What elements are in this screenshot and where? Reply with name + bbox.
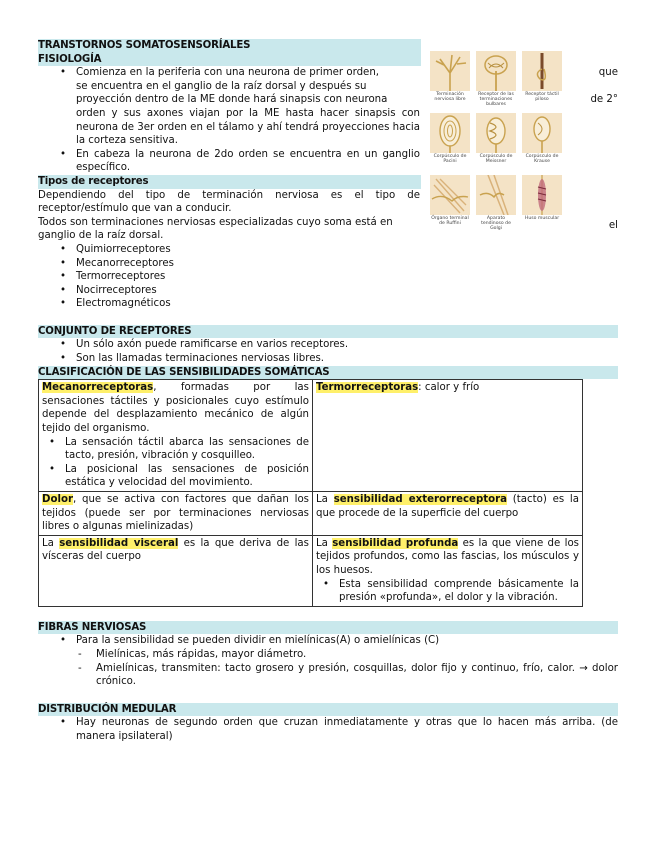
cell-termorreceptoras: Termorreceptoras: calor y frío: [313, 380, 583, 492]
fisiologia-line-2: se encuentra en el ganglio de la raíz dorsal y después su: [76, 80, 367, 92]
fisiologia-heading: FISIOLOGÍA: [38, 53, 421, 67]
tipos-item: • Quimiorreceptores: [38, 243, 618, 257]
tipos-item: • Termorreceptores: [38, 270, 618, 284]
document-page: [38, 39, 618, 744]
tipos-list: [38, 243, 618, 311]
receptor-image: Corpúsculo de Meissner: [476, 113, 516, 164]
tipos-paragraph-2-line-2: ganglio de la raíz dorsal.: [38, 230, 164, 242]
mecano-item: • La sensación táctil abarca las sensaciones de tacto, presión, vibración y cosquilleo.: [27, 436, 309, 463]
receptor-image: Corpúsculo de Krause: [522, 113, 562, 164]
distribucion-heading: DISTRIBUCIÓN MEDULAR: [38, 703, 618, 717]
receptor-illustrations: [430, 51, 562, 241]
fisiologia-line-rest: orden y sus axones viajan por la ME hasta hacer sinapsis con neurona de 3er orden en el tálamo y ahí tendrá proyecciones hacia la corteza sensitiva.: [76, 107, 420, 147]
receptor-image: Receptor táctil piloso: [522, 51, 562, 102]
tipos-item: • Mecanorreceptores: [38, 257, 618, 271]
fibras-item: • Para la sensibilidad se pueden dividir en mielínicas(A) o amielínicas (C): [38, 634, 618, 648]
fibras-list: [38, 634, 618, 648]
conjunto-heading: CONJUNTO DE RECEPTORES: [38, 325, 618, 339]
fibras-subitem: - Mielínicas, más rápidas, mayor diámetro.: [38, 648, 618, 662]
conjunto-item: • Son las llamadas terminaciones nerviosas libres.: [38, 352, 618, 366]
conjunto-item: • Un sólo axón puede ramificarse en varios receptores.: [38, 338, 618, 352]
cell-dolor: Dolor, que se activa con factores que dañan los tejidos (puede ser por terminaciones nerviosas libres o algunas mielinizadas): [39, 492, 313, 536]
receptor-image: Huso muscular: [522, 175, 562, 221]
tipos-heading: Tipos de receptores: [38, 175, 421, 189]
receptor-image: Receptor de las terminaciones bulbares: [476, 51, 516, 107]
cell-visceral: La sensibilidad visceral es la que deriva de las vísceras del cuerpo: [39, 535, 313, 606]
fibras-sublist: [38, 648, 618, 689]
distribucion-list: [38, 716, 618, 743]
distribucion-item: • Hay neuronas de segundo orden que cruzan inmediatamente y otras que lo hacen más arriba. (de manera ipsilateral): [38, 716, 618, 743]
tipos-paragraph-1: Dependiendo del tipo de terminación nerviosa es el tipo de receptor/estímulo que van a conducir.: [38, 189, 420, 215]
cell-mecanorreceptoras: Mecanorreceptoras, formadas por las sensaciones táctiles y posicionales cuyo estímulo depende del desplazamiento mecánico de algún tejido del organismo. • La sensación táctil abarca las sensaciones de tacto, presión, vibración y cosquilleo. • La posicional las sensaciones de posición estática y velocidad del movimiento.: [39, 380, 313, 492]
fisiologia-line-1-end: que: [598, 67, 618, 78]
receptor-image: Terminación nerviosa libre: [430, 51, 470, 102]
fibras-heading: FIBRAS NERVIOSAS: [38, 621, 618, 635]
cell-exterorreceptora: La sensibilidad exterorreceptora (tacto) es la que procede de la superficie del cuerpo: [313, 492, 583, 536]
receptor-image: Aparato tendinoso de Golgi: [476, 175, 516, 231]
title: TRANSTORNOS SOMATOSENSORÍALES: [38, 39, 421, 53]
cell-profunda: La sensibilidad profunda es la que viene de los tejidos profundos, como las fascias, los músculos y los huesos. • Esta sensibilidad comprende básicamente la presión «profunda», el dolor y la vibración.: [313, 535, 583, 606]
tipos-paragraph-2-end: el: [608, 220, 618, 231]
receptor-image: Órgano terminal de Ruffini: [430, 175, 470, 226]
fisiologia-line-3: proyección dentro de la ME donde hará sinapsis con neurona: [76, 94, 388, 106]
clasificacion-heading: CLASIFICACIÓN DE LAS SENSIBILIDADES SOMÁTICAS: [38, 366, 618, 380]
conjunto-list: [38, 338, 618, 365]
tipos-item: • Nocirreceptores: [38, 284, 618, 298]
receptor-image: Corpúsculo de Pacini: [430, 113, 470, 164]
mecano-item: • La posicional las sensaciones de posición estática y velocidad del movimiento.: [27, 463, 309, 490]
fisiologia-line-1: Comienza en la periferia con una neurona de primer orden,: [76, 67, 380, 79]
top-section: [38, 39, 618, 311]
tipos-item: • Electromagnéticos: [38, 297, 618, 311]
fisiologia-line-3-end: de 2°: [590, 94, 618, 105]
profunda-item: • Esta sensibilidad comprende básicamente la presión «profunda», el dolor y la vibración.: [301, 578, 579, 605]
tipos-paragraph-2-line-1: Todos son terminaciones nerviosas especializadas cuyo soma está en: [38, 216, 393, 228]
clasificacion-table: [38, 379, 583, 607]
fisiologia-bullet-2: • En cabeza la neurona de 2do orden se encuentra en un ganglio específico.: [38, 148, 618, 175]
fibras-subitem: - Amielínicas, transmiten: tacto grosero y presión, cosquillas, dolor fijo y continuo, frío, calor. → dolor crónico.: [38, 662, 618, 689]
